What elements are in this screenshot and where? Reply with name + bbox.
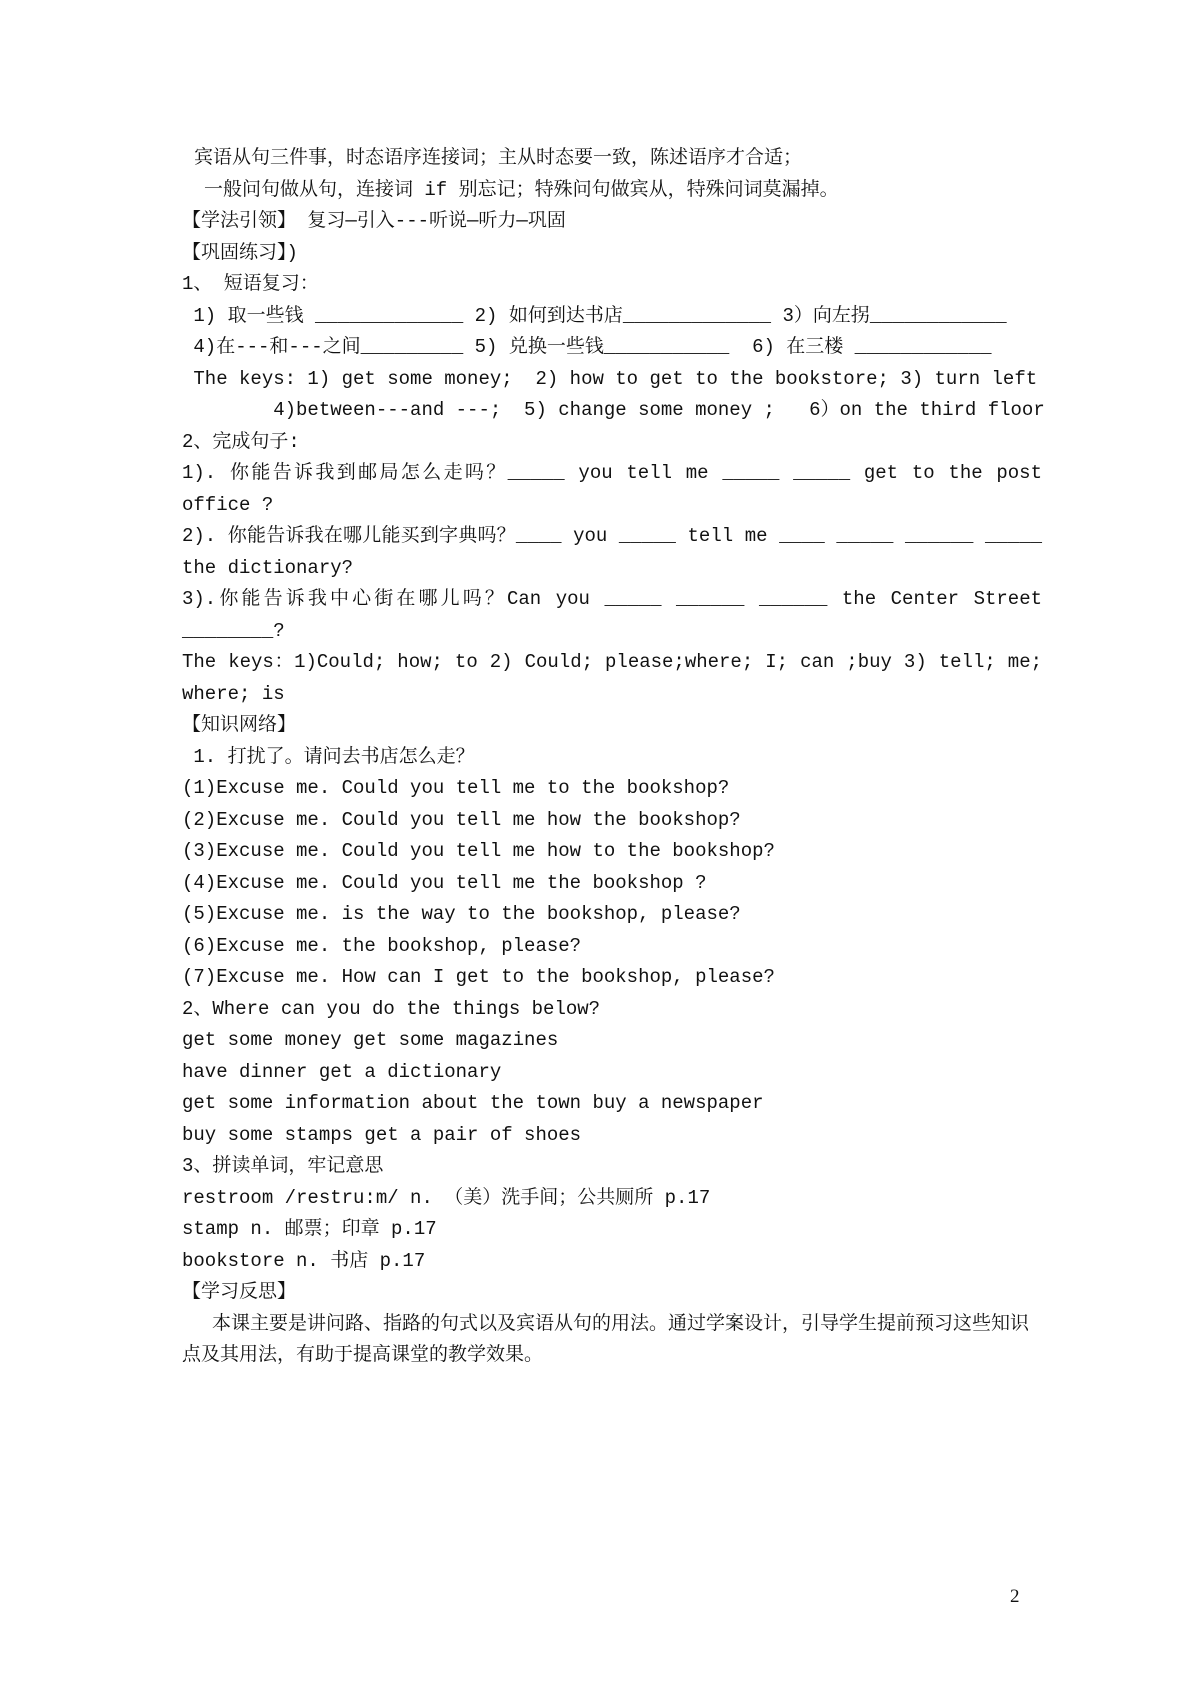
q3-item: bookstore n. 书店 p.17 (182, 1249, 426, 1272)
rhyme-line-1: 宾语从句三件事，时态语序连接词；主从时态要一致，陈述语序才合适； (194, 147, 803, 169)
q2-item: buy some stamps get a pair of shoes (182, 1123, 582, 1146)
phrase-keys-1: The keys: 1) get some money; 2) how to get to the bookstore; 3) turn left (182, 367, 1038, 390)
sentence-1: 1). 你能告诉我到邮局怎么走吗？_____ you tell me _____ _____ get to the post office ? (182, 462, 1042, 516)
q2-title: 2、Where can you do the things below? (182, 997, 601, 1020)
q1-item: (4)Excuse me. Could you tell me the bookshop ? (182, 871, 707, 894)
document-body (182, 143, 1045, 1372)
knowledge-heading: 【知识网络】 (182, 714, 297, 736)
reflection-text: 本课主要是讲问路、指路的句式以及宾语从句的用法。通过学案设计，引导学生提前预习这些知识点及其用法，有助于提高课堂的教学效果。 (182, 1312, 1030, 1366)
method-line: 【学法引领】 复习—引入---听说—听力—巩固 (182, 210, 566, 232)
practice-heading: 【巩固练习】) (182, 241, 298, 264)
q3-item: restroom /restru:m/ n. （美）洗手间；公共厕所 p.17 (182, 1186, 711, 1209)
sentence-2: 2). 你能告诉我在哪儿能买到字典吗？____ you _____ tell me ____ _____ ______ _____ the dictionary? (182, 525, 1042, 579)
q1-item: (5)Excuse me. is the way to the bookshop, please? (182, 903, 741, 925)
q1-item: (2)Excuse me. Could you tell me how the bookshop? (182, 808, 741, 831)
q3-title: 3、拼读单词，牢记意思 (182, 1155, 384, 1177)
q1-item: (6)Excuse me. the bookshop, please? (182, 934, 582, 957)
phrase-row-2: 4)在---和---之间_________ 5) 兑换一些钱___________ 6) 在三楼 ____________ (182, 336, 992, 358)
q1-title: 1. 打扰了。请问去书店怎么走？ (182, 745, 475, 768)
q2-item: get some money get some magazines (182, 1029, 559, 1051)
q1-item: (1)Excuse me. Could you tell me to the bookshop? (182, 777, 730, 799)
sentence-3: 3).你能告诉我中心街在哪儿吗？Can you _____ ______ ______ the Center Street ________? (182, 588, 1042, 642)
q2-item: have dinner get a dictionary (182, 1060, 502, 1083)
rhyme-line-2: 一般问句做从句，连接词 if 别忘记；特殊问句做宾从，特殊问词莫漏掉。 (204, 178, 839, 201)
sentence-keys: The keys：1)Could; how; to 2) Could; please;where; I; can ;buy 3) tell; me; where; is (182, 651, 1042, 705)
sentences-heading: 2、完成句子: (182, 430, 300, 453)
q1-item: (3)Excuse me. Could you tell me how to the bookshop? (182, 840, 775, 862)
phrase-keys-2: 4)between---and ---; 5) change some money ; 6）on the third floor (182, 399, 1045, 421)
q2-item: get some information about the town buy a newspaper (182, 1092, 764, 1114)
reflection-heading: 【学习反思】 (182, 1281, 297, 1303)
phrase-review-heading: 1、 短语复习： (182, 273, 319, 295)
phrase-row-1: 1) 取一些钱 _____________ 2) 如何到达书店_____________ 3）向左拐____________ (182, 304, 1007, 327)
q3-item: stamp n. 邮票；印章 p.17 (182, 1218, 437, 1240)
q1-item: (7)Excuse me. How can I get to the bookshop, please? (182, 966, 775, 988)
page-number: 2 (1010, 1586, 1020, 1607)
